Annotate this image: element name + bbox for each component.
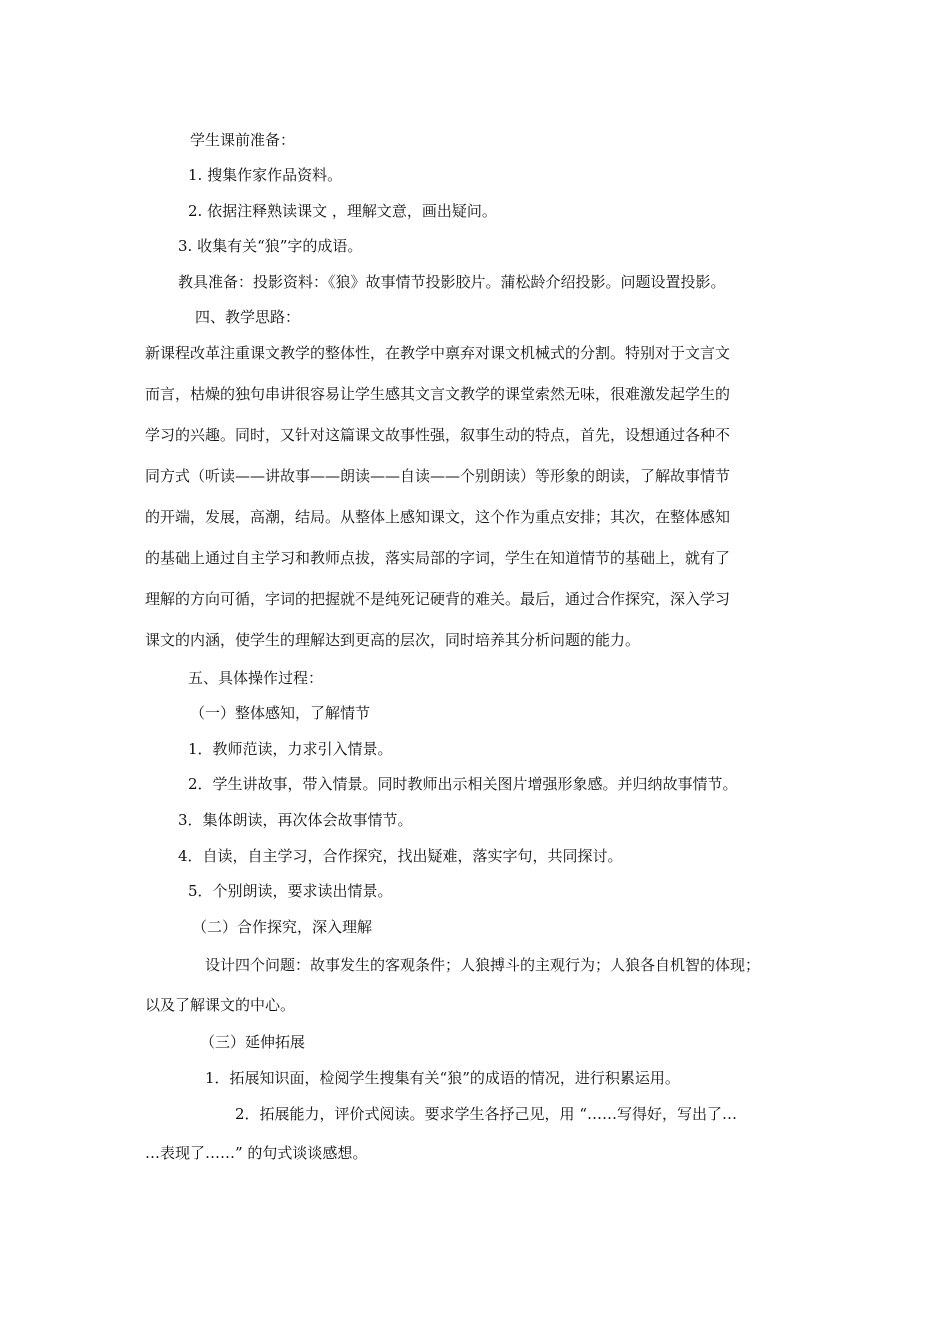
part-3-item-2-line: 2．拓展能力，评价式阅读。要求学生各抒己见，用 “……写得好，写出了…: [235, 1105, 737, 1123]
section-4-line: 的开端，发展，高潮，结局。从整体上感知课文，这个作为重点安排；其次，在整体感知: [145, 508, 731, 526]
part-1-title: （一）整体感知，了解情节: [190, 704, 371, 722]
section-4-title: 四、教学思路：: [195, 308, 301, 326]
section-4-line: 学习的兴趣。同时，又针对这篇课文故事性强，叙事生动的特点，首先，设想通过各种不: [145, 426, 731, 444]
student-prep-item-1: 1. 搜集作家作品资料。: [188, 166, 343, 184]
part-3-item-1: 1．拓展知识面，检阅学生搜集有关“狼”的成语的情况，进行积累运用。: [205, 1069, 680, 1087]
part-1-item-5: 5．个别朗读，要求读出情景。: [188, 882, 393, 900]
part-2-line: 以及了解课文的中心。: [145, 996, 296, 1014]
part-3-title: （三）延伸拓展: [200, 1033, 306, 1051]
section-4-line: 课文的内涵，使学生的理解达到更高的层次，同时培养其分析问题的能力。: [145, 631, 641, 649]
section-4-line: 新课程改革注重课文教学的整体性，在教学中禀弃对课文机械式的分割。特别对于文言文: [145, 344, 731, 362]
part-1-item-1: 1．教师范读，力求引入情景。: [188, 740, 393, 758]
student-prep-item-3: 3. 收集有关“狼”字的成语。: [178, 237, 363, 255]
part-2-line: 设计四个问题：故事发生的客观条件；人狼搏斗的主观行为；人狼各自机智的体现；: [205, 956, 761, 974]
tools-prep: 教具准备：投影资料：《狼》故事情节投影胶片。蒲松龄介绍投影。问题设置投影。: [178, 273, 726, 291]
part-1-item-2: 2．学生讲故事，带入情景。同时教师出示相关图片增强形象感。并归纳故事情节。: [188, 775, 738, 793]
student-prep-title: 学生课前准备：: [190, 131, 296, 149]
part-2-title: （二）合作探究，深入理解: [192, 918, 373, 936]
section-5-title: 五、具体操作过程：: [188, 669, 324, 687]
section-4-line: 同方式（听读——讲故事——朗读——自读——个别朗读）等形象的朗读，了解故事情节: [145, 467, 731, 485]
student-prep-item-2: 2. 依据注释熟读课文 ，理解文意，画出疑问。: [188, 202, 497, 220]
part-1-item-4: 4．自读，自主学习，合作探究，找出疑难，落实字句，共同探讨。: [178, 847, 623, 865]
section-4-line: 的基础上通过自主学习和教师点拔，落实局部的字词，学生在知道情节的基础上，就有了: [145, 549, 731, 567]
part-3-item-2-line: …表现了……” 的句式谈谈感想。: [145, 1144, 368, 1162]
section-4-line: 理解的方向可循，字词的把握就不是纯死记硬背的难关。最后，通过合作探究，深入学习: [145, 590, 731, 608]
section-4-line: 而言，枯燥的独句串讲很容易让学生感其文言文教学的课堂索然无味，很难激发起学生的: [145, 385, 731, 403]
part-1-item-3: 3．集体朗读，再次体会故事情节。: [178, 811, 413, 829]
